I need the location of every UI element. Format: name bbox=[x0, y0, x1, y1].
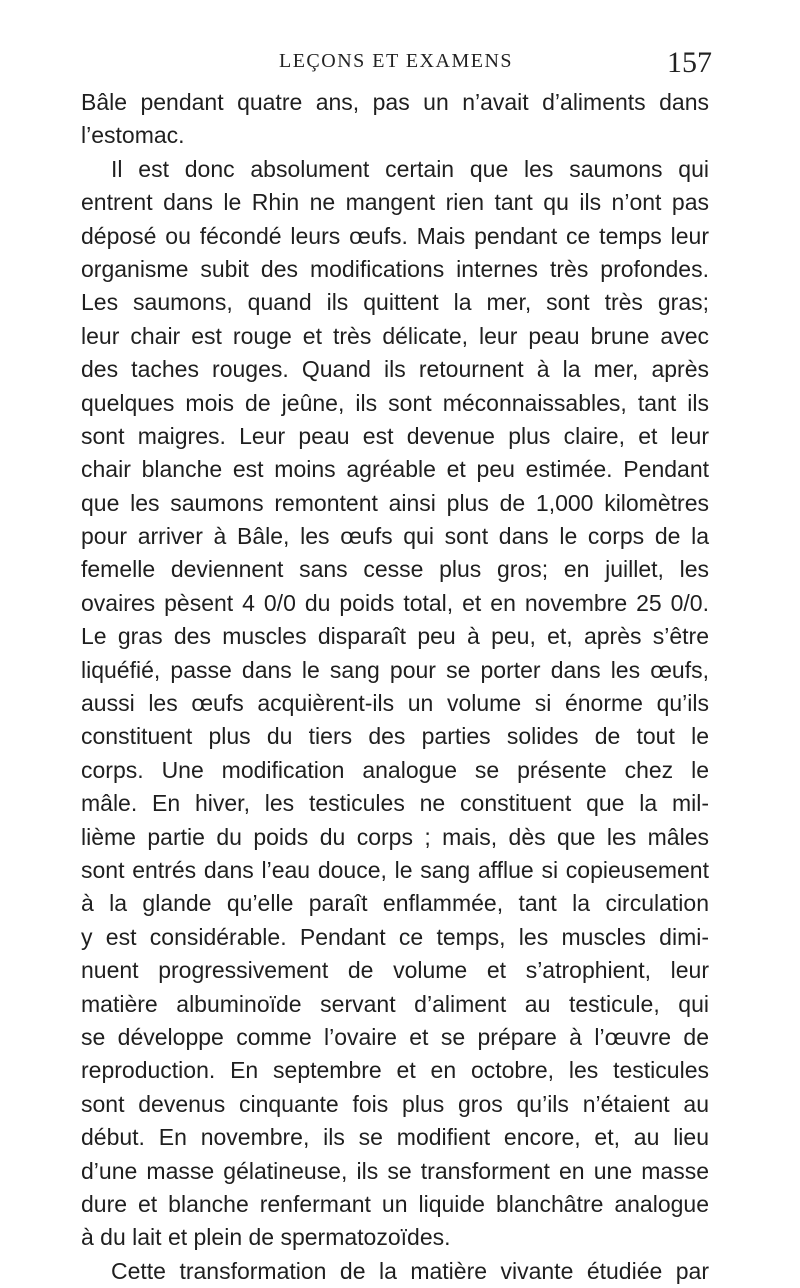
text-line: nuent progressivement de volume et s’atrophient, leur bbox=[81, 957, 709, 984]
text-line: Il est donc absolument certain que les saumons qui bbox=[111, 155, 709, 182]
text-line: à du lait et plein de spermatozoïdes. bbox=[81, 1224, 451, 1251]
text-line: leur chair est rouge et très délicate, leur peau brune avec bbox=[81, 322, 709, 349]
text-line: Les saumons, quand ils quittent la mer, sont très gras; bbox=[81, 289, 709, 316]
text-line: Cette transformation de la matière vivante étudiée par bbox=[111, 1257, 709, 1284]
text-line: dure et blanche renfermant un liquide blanchâtre analogue bbox=[81, 1190, 709, 1217]
text-line: matière albuminoïde servant d’aliment au testicule, qui bbox=[81, 990, 709, 1017]
body-text bbox=[81, 86, 709, 1288]
text-line: y est considérable. Pendant ce temps, les muscles dimi- bbox=[81, 923, 709, 950]
text-line: sont maigres. Leur peau est devenue plus claire, et leur bbox=[81, 422, 709, 449]
text-line: que les saumons remontent ainsi plus de 1,000 kilomètres bbox=[81, 489, 709, 516]
text-line: déposé ou fécondé leurs œufs. Mais pendant ce temps leur bbox=[81, 222, 709, 249]
text-line: sont devenus cinquante fois plus gros qu’ils n’étaient au bbox=[81, 1090, 709, 1117]
text-line: aussi les œufs acquièrent-ils un volume si énorme qu’ils bbox=[81, 690, 709, 717]
running-header bbox=[80, 46, 712, 80]
text-line: chair blanche est moins agréable et peu estimée. Pendant bbox=[81, 456, 709, 483]
text-line: se développe comme l’ovaire et se prépare à l’œuvre de bbox=[81, 1023, 709, 1050]
text-line: à la glande qu’elle paraît enflammée, tant la circulation bbox=[81, 890, 709, 917]
text-line: reproduction. En septembre et en octobre, les testicules bbox=[81, 1057, 709, 1084]
text-line: des taches rouges. Quand ils retournent à la mer, après bbox=[81, 356, 709, 383]
running-title: LEÇONS ET EXAMENS bbox=[278, 50, 514, 72]
text-line: Le gras des muscles disparaît peu à peu, et, après s’être bbox=[81, 623, 709, 650]
text-line: lième partie du poids du corps ; mais, dès que les mâles bbox=[81, 823, 709, 850]
page-number: 157 bbox=[667, 46, 712, 79]
text-line: corps. Une modification analogue se présente chez le bbox=[81, 756, 709, 783]
text-line: d’une masse gélatineuse, ils se transforment en une masse bbox=[81, 1157, 709, 1184]
text-line: sont entrés dans l’eau douce, le sang afflue si copieusement bbox=[81, 856, 709, 883]
text-line: entrent dans le Rhin ne mangent rien tant qu ils n’ont pas bbox=[81, 189, 709, 216]
text-line: Bâle pendant quatre ans, pas un n’avait d’aliments dans bbox=[81, 89, 709, 115]
text-line: constituent plus du tiers des parties solides de tout le bbox=[81, 723, 709, 750]
text-line: quelques mois de jeûne, ils sont méconnaissables, tant ils bbox=[81, 389, 709, 416]
text-line: ovaires pèsent 4 0/0 du poids total, et en novembre 25 0/0. bbox=[81, 589, 709, 616]
text-line: organisme subit des modifications internes très profondes. bbox=[81, 255, 709, 282]
text-line: liquéfié, passe dans le sang pour se porter dans les œufs, bbox=[81, 656, 709, 683]
text-line: femelle deviennent sans cesse plus gros; en juillet, les bbox=[81, 556, 709, 583]
text-line: mâle. En hiver, les testicules ne constituent que la mil- bbox=[81, 790, 709, 817]
text-line: pour arriver à Bâle, les œufs qui sont dans le corps de la bbox=[81, 523, 709, 550]
text-line: début. En novembre, ils se modifient encore, et, au lieu bbox=[81, 1124, 709, 1151]
text-line: l’estomac. bbox=[81, 122, 185, 149]
